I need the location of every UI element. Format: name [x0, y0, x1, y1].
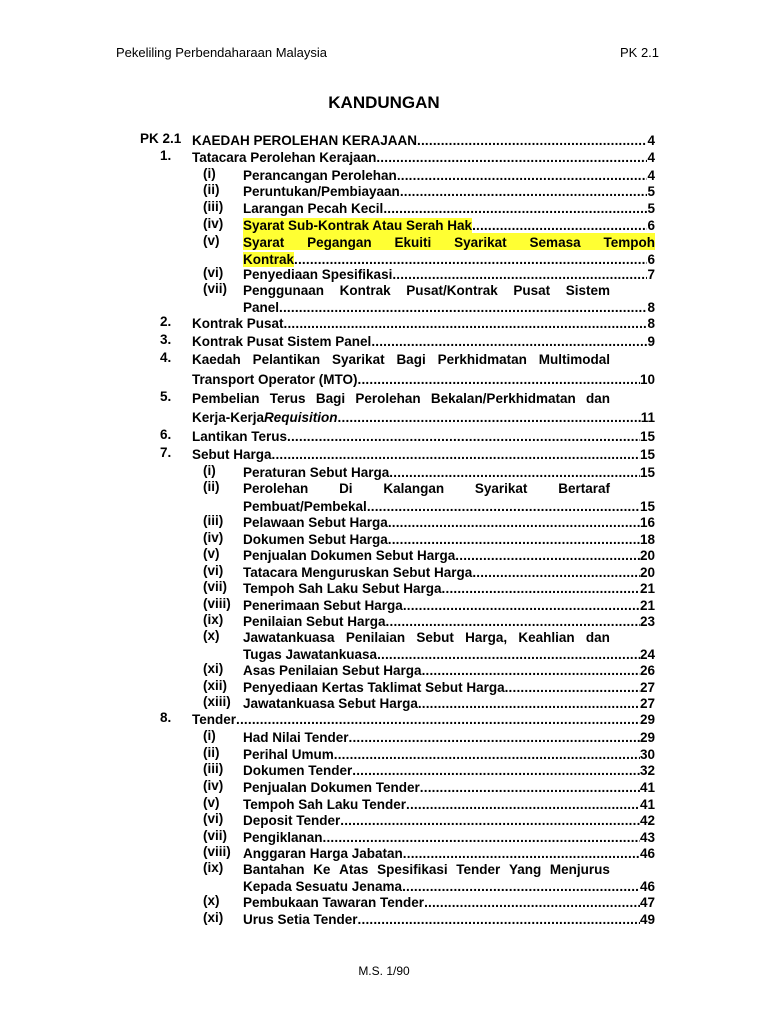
toc-page-number: 46 [639, 846, 655, 861]
dot-leader [272, 447, 640, 462]
toc-entry-label: KAEDAH PEROLEHAN KERAJAAN [192, 133, 418, 148]
toc-entry-word: Jawatankuasa [243, 630, 335, 645]
toc-entry-word: Penilaian [345, 630, 406, 645]
toc-entry-number: (viii) [203, 844, 231, 859]
dot-leader [284, 316, 648, 331]
dot-leader [352, 763, 640, 778]
toc-entry [192, 710, 655, 727]
toc-entry-label: Dokumen Sebut Harga [243, 532, 388, 547]
toc-entry [243, 761, 655, 778]
toc-entry-word: Syarat [243, 235, 285, 250]
toc-entry-word: Sistem [565, 283, 610, 298]
toc-entry [243, 612, 655, 629]
toc-entry-line2 [192, 408, 655, 425]
toc-entry [243, 530, 655, 547]
toc-entry-word: Ke [313, 862, 331, 877]
toc-entry-number: (ii) [203, 182, 220, 197]
toc-page-number: 15 [639, 429, 655, 444]
toc-entry-word: Atas [339, 862, 369, 877]
toc-page-number: 16 [639, 515, 655, 530]
toc-entry-line1 [243, 479, 610, 496]
toc-page-number: 15 [639, 447, 655, 462]
toc-entry-label: Peraturan Sebut Harga [243, 465, 390, 480]
toc-entry-number: (x) [203, 893, 220, 908]
toc-entry-number: 7. [160, 445, 172, 460]
dot-leader [236, 712, 640, 727]
toc-entry-word: Pegangan [307, 235, 372, 250]
dot-leader [349, 730, 640, 745]
toc-entry-number: 8. [160, 710, 172, 725]
toc-page-number: 41 [639, 797, 655, 812]
toc-entry-label: Had Nilai Tender [243, 730, 349, 745]
toc-page-number: 5 [647, 201, 655, 216]
toc-entry-line1 [192, 389, 610, 406]
dot-leader [442, 581, 640, 596]
toc-entry-word: dan [585, 630, 610, 645]
toc-entry-number: (iv) [203, 216, 224, 231]
toc-entry-label: Kepada Sesuatu Jenama [243, 879, 403, 894]
toc-entry-label: Jawatankuasa Sebut Harga [243, 696, 418, 711]
toc-entry-label: Lantikan Terus [192, 429, 288, 444]
toc-entry-number: (viii) [203, 596, 231, 611]
page-header-right: PK 2.1 [620, 45, 660, 60]
toc-entry-number: (iv) [203, 778, 224, 793]
page-title: KANDUNGAN [328, 93, 440, 112]
toc-entry-line2 [243, 877, 655, 894]
toc-entry [192, 332, 655, 349]
toc-entry [243, 216, 655, 233]
toc-entry-word: Kaedah [192, 352, 241, 367]
toc-entry-word: Perolehan [355, 391, 421, 406]
toc-page-number: 30 [639, 747, 655, 762]
toc-entry-label: Penilaian Sebut Harga [243, 614, 386, 629]
toc-page-number: 8 [647, 316, 655, 331]
toc-entry-line2 [243, 497, 655, 514]
dot-leader [371, 334, 647, 349]
toc-entry [243, 694, 655, 711]
toc-entry [243, 579, 655, 596]
toc-entry-word: Di [339, 481, 353, 496]
toc-page-number: 6 [647, 252, 655, 267]
toc-page-number: 21 [639, 598, 655, 613]
toc-entry-number: (x) [203, 628, 220, 643]
toc-entry-word: Pembelian [192, 391, 260, 406]
dot-leader [505, 680, 640, 695]
dot-leader [323, 830, 640, 845]
dot-leader [376, 150, 647, 165]
toc-entry [243, 199, 655, 216]
toc-entry-label: Penerimaan Sebut Harga [243, 598, 403, 613]
dot-leader [389, 465, 640, 480]
toc-page-number: 10 [639, 372, 655, 387]
dot-leader [386, 614, 640, 629]
toc-entry-number: (ix) [203, 860, 224, 875]
toc-entry-label: Perancangan Perolehan [243, 168, 397, 183]
toc-entry-label: Dokumen Tender [243, 763, 353, 778]
toc-entry-word: Bertaraf [558, 481, 610, 496]
toc-entry-word: Syarikat [332, 352, 385, 367]
dot-leader [383, 201, 647, 216]
toc-entry-number: (iii) [203, 199, 224, 214]
toc-entry-number: (vii) [203, 281, 228, 296]
toc-page-number: 24 [639, 647, 655, 662]
toc-entry-label: Kontrak Pusat [192, 316, 284, 331]
toc-entry-label: Penyediaan Spesifikasi [243, 267, 393, 282]
toc-entry-number: (v) [203, 546, 220, 561]
toc-entry-label: Penjualan Dokumen Tender [243, 780, 420, 795]
toc-page-number: 32 [639, 763, 655, 778]
toc-entry-word: Yang [508, 862, 542, 877]
toc-entry-label: Penjualan Dokumen Sebut Harga [243, 548, 456, 563]
toc-entry-line2 [243, 645, 655, 662]
toc-entry [243, 745, 655, 762]
dot-leader [406, 797, 640, 812]
toc-entry-line1 [243, 860, 610, 877]
dot-leader [422, 663, 640, 678]
toc-entry [243, 844, 655, 861]
toc-entry [192, 131, 655, 148]
dot-leader [472, 218, 647, 233]
toc-page-number: 41 [639, 780, 655, 795]
toc-entry-number: (ii) [203, 479, 220, 494]
toc-page-number: 7 [647, 267, 655, 282]
toc-entry-label: Transport Operator (MTO) [192, 372, 358, 387]
toc-entry-number: (xi) [203, 661, 224, 676]
toc-entry-word: Penggunaan [243, 283, 325, 298]
toc-entry-line1 [243, 233, 655, 250]
toc-entry-word: Bagi [396, 352, 426, 367]
dot-leader [417, 133, 647, 148]
toc-entry [243, 596, 655, 613]
toc-entry-label: Pembuat/Pembekal [243, 499, 367, 514]
toc-entry-number: (xiii) [203, 694, 231, 709]
toc-entry-word: Perolehan [243, 481, 309, 496]
toc-entry-label: Pembukaan Tawaran Tender [243, 895, 425, 910]
toc-entry-word: Semasa [529, 235, 581, 250]
toc-entry-number: (iii) [203, 513, 224, 528]
toc-entry [243, 778, 655, 795]
toc-entry-number: 6. [160, 427, 172, 442]
dot-leader [455, 548, 640, 563]
toc-entry-word: Sebut [416, 630, 454, 645]
toc-entry [243, 563, 655, 580]
toc-entry [243, 795, 655, 812]
toc-page-number: 9 [647, 334, 655, 349]
toc-entry [243, 728, 655, 745]
toc-entry-word: Bantahan [243, 862, 305, 877]
toc-entry-number: (iv) [203, 530, 224, 545]
toc-entry [243, 828, 655, 845]
toc-page-number: 27 [639, 696, 655, 711]
toc-entry [243, 811, 655, 828]
dot-leader [472, 565, 640, 580]
toc-entry-label: Pelawaan Sebut Harga [243, 515, 388, 530]
toc-entry-word: Kontrak [339, 283, 391, 298]
toc-entry-label: Urus Setia Tender [243, 912, 358, 927]
toc-entry-word: Bekalan/Perkhidmatan [430, 391, 576, 406]
dot-leader [392, 267, 647, 282]
toc-page-number: 4 [647, 150, 655, 165]
toc-entry-number: (ix) [203, 612, 224, 627]
toc-page-number: 18 [639, 532, 655, 547]
dot-leader [397, 168, 648, 183]
toc-entry-word: Perkhidmatan [437, 352, 527, 367]
toc-entry-number: (xii) [203, 678, 228, 693]
toc-entry-word: Pusat/Kontrak [406, 283, 498, 298]
toc-entry-label: Tempoh Sah Laku Sebut Harga [243, 581, 442, 596]
toc-page-number: 15 [639, 499, 655, 514]
toc-entry [243, 166, 655, 183]
toc-page-number: 46 [639, 879, 655, 894]
dot-leader [334, 747, 640, 762]
toc-entry-label: Perihal Umum [243, 747, 334, 762]
toc-entry-number: (i) [203, 728, 216, 743]
toc-page-number: 11 [640, 410, 655, 425]
toc-entry [243, 513, 655, 530]
dot-leader [377, 647, 640, 662]
toc-entry-word: Pusat [513, 283, 551, 298]
dot-leader [402, 879, 640, 894]
toc-entry-label: Kerja-Kerja [192, 410, 265, 425]
toc-page-number: 5 [647, 184, 655, 199]
dot-leader [400, 184, 648, 199]
dot-leader [388, 515, 640, 530]
toc-entry-line2 [243, 298, 655, 315]
toc-page-number: 6 [647, 218, 655, 233]
toc-entry-label: Deposit Tender [243, 813, 341, 828]
toc-entry-word: dan [585, 391, 610, 406]
toc-page-number: 23 [639, 614, 655, 629]
toc-entry [192, 427, 655, 444]
toc-entry-label-italic: Requisition [264, 410, 338, 425]
toc-page-number: 43 [639, 830, 655, 845]
toc-entry-word: Syarikat [454, 235, 507, 250]
toc-entry-number: 3. [160, 332, 172, 347]
dot-leader [287, 429, 640, 444]
toc-entry [192, 314, 655, 331]
dot-leader [367, 499, 640, 514]
toc-page-number: 4 [647, 133, 655, 148]
toc-entry-word: Syarikat [474, 481, 528, 496]
page-header-left: Pekeliling Perbendaharaan Malaysia [116, 45, 328, 60]
toc-entry-label: Asas Penilaian Sebut Harga [243, 663, 422, 678]
toc-entry-label: Sebut Harga [192, 447, 272, 462]
toc-page-number: 21 [639, 581, 655, 596]
toc-entry-number: (ii) [203, 745, 220, 760]
toc-entry-label: Tugas Jawatankuasa [243, 647, 378, 662]
toc-entry-label: Kontrak [243, 252, 295, 267]
toc-entry [243, 265, 655, 282]
toc-entry-number: (iii) [203, 761, 224, 776]
toc-entry-word: Tender [456, 862, 501, 877]
toc-page-number: 27 [639, 680, 655, 695]
toc-entry [243, 546, 655, 563]
toc-entry [192, 148, 655, 165]
toc-page-number: 8 [647, 300, 655, 315]
toc-entry-label: Larangan Pecah Kecil [243, 201, 384, 216]
toc-entry-word: Tempoh [603, 235, 655, 250]
toc-entry-label: Peruntukan/Pembiayaan [243, 184, 400, 199]
toc-entry [243, 678, 655, 695]
page-footer: M.S. 1/90 [358, 964, 410, 978]
toc-entry [243, 463, 655, 480]
toc-entry-line1 [192, 350, 610, 367]
toc-entry-label: Kontrak Pusat Sistem Panel [192, 334, 372, 349]
toc-entry-number: (vii) [203, 828, 228, 843]
toc-entry-word: Terus [269, 391, 306, 406]
toc-entry-number: (v) [203, 795, 220, 810]
toc-entry-label: Anggaran Harga Jabatan [243, 846, 403, 861]
toc-entry-line1 [243, 281, 610, 298]
toc-page-number: 4 [647, 168, 655, 183]
toc-entry [243, 893, 655, 910]
dot-leader [403, 598, 640, 613]
toc-entry-word: Harga, [465, 630, 508, 645]
toc-entry-word: Menjurus [549, 862, 610, 877]
toc-entry-number: (vi) [203, 563, 224, 578]
toc-page-number: 49 [639, 912, 655, 927]
dot-leader [358, 372, 640, 387]
toc-entry-number: (i) [203, 463, 216, 478]
toc-entry-word: Multimodal [538, 352, 610, 367]
toc-entry-label: Penyediaan Kertas Taklimat Sebut Harga [243, 680, 505, 695]
dot-leader [403, 846, 640, 861]
toc-entry-label: Panel [243, 300, 280, 315]
toc-entry-number: 4. [160, 350, 172, 365]
toc-entry-word: Kalangan [383, 481, 445, 496]
dot-leader [340, 813, 640, 828]
toc-entry-line1 [243, 628, 610, 645]
toc-entry-number: (vii) [203, 579, 228, 594]
toc-page-number: 47 [639, 895, 655, 910]
toc-entry-number: (i) [203, 166, 216, 181]
toc-page-number: 20 [639, 565, 655, 580]
toc-entry-number: (v) [203, 233, 220, 248]
toc-entry [192, 445, 655, 462]
toc-entry-number: 2. [160, 314, 172, 329]
toc-page-number: 29 [639, 712, 655, 727]
dot-leader [338, 410, 641, 425]
dot-leader [420, 780, 640, 795]
toc-entry [243, 182, 655, 199]
toc-entry-word: Bagi [315, 391, 346, 406]
toc-entry-number: (xi) [203, 910, 224, 925]
toc-entry-label: Tempoh Sah Laku Tender [243, 797, 407, 812]
toc-page-number: 26 [639, 663, 655, 678]
toc-entry-number: 5. [160, 389, 172, 404]
toc-entry-word: Keahlian [518, 630, 575, 645]
toc-entry-label: Tender [192, 712, 237, 727]
dot-leader [279, 300, 647, 315]
toc-entry-label: Pengiklanan [243, 830, 323, 845]
toc-entry [243, 910, 655, 927]
toc-entry-number: PK 2.1 [140, 131, 182, 146]
toc-page-number: 20 [639, 548, 655, 563]
toc-entry-number: (vi) [203, 811, 224, 826]
toc-entry [243, 661, 655, 678]
toc-entry-number: 1. [160, 148, 172, 163]
toc-entry-word: Pelantikan [252, 352, 321, 367]
dot-leader [424, 895, 640, 910]
toc-page-number: 42 [639, 813, 655, 828]
toc-entry-label: Tatacara Menguruskan Sebut Harga [243, 565, 473, 580]
toc-page-number: 15 [639, 465, 655, 480]
toc-page-number: 29 [639, 730, 655, 745]
dot-leader [388, 532, 640, 547]
toc-entry-word: Ekuiti [394, 235, 432, 250]
toc-entry-number: (vi) [203, 265, 224, 280]
toc-entry-word: Spesifikasi [377, 862, 448, 877]
toc-entry-line2 [192, 370, 655, 387]
dot-leader [418, 696, 640, 711]
toc-entry-label: Tatacara Perolehan Kerajaan [192, 150, 377, 165]
dot-leader [358, 912, 640, 927]
toc-entry-label: Syarat Sub-Kontrak Atau Serah Hak [243, 218, 473, 233]
